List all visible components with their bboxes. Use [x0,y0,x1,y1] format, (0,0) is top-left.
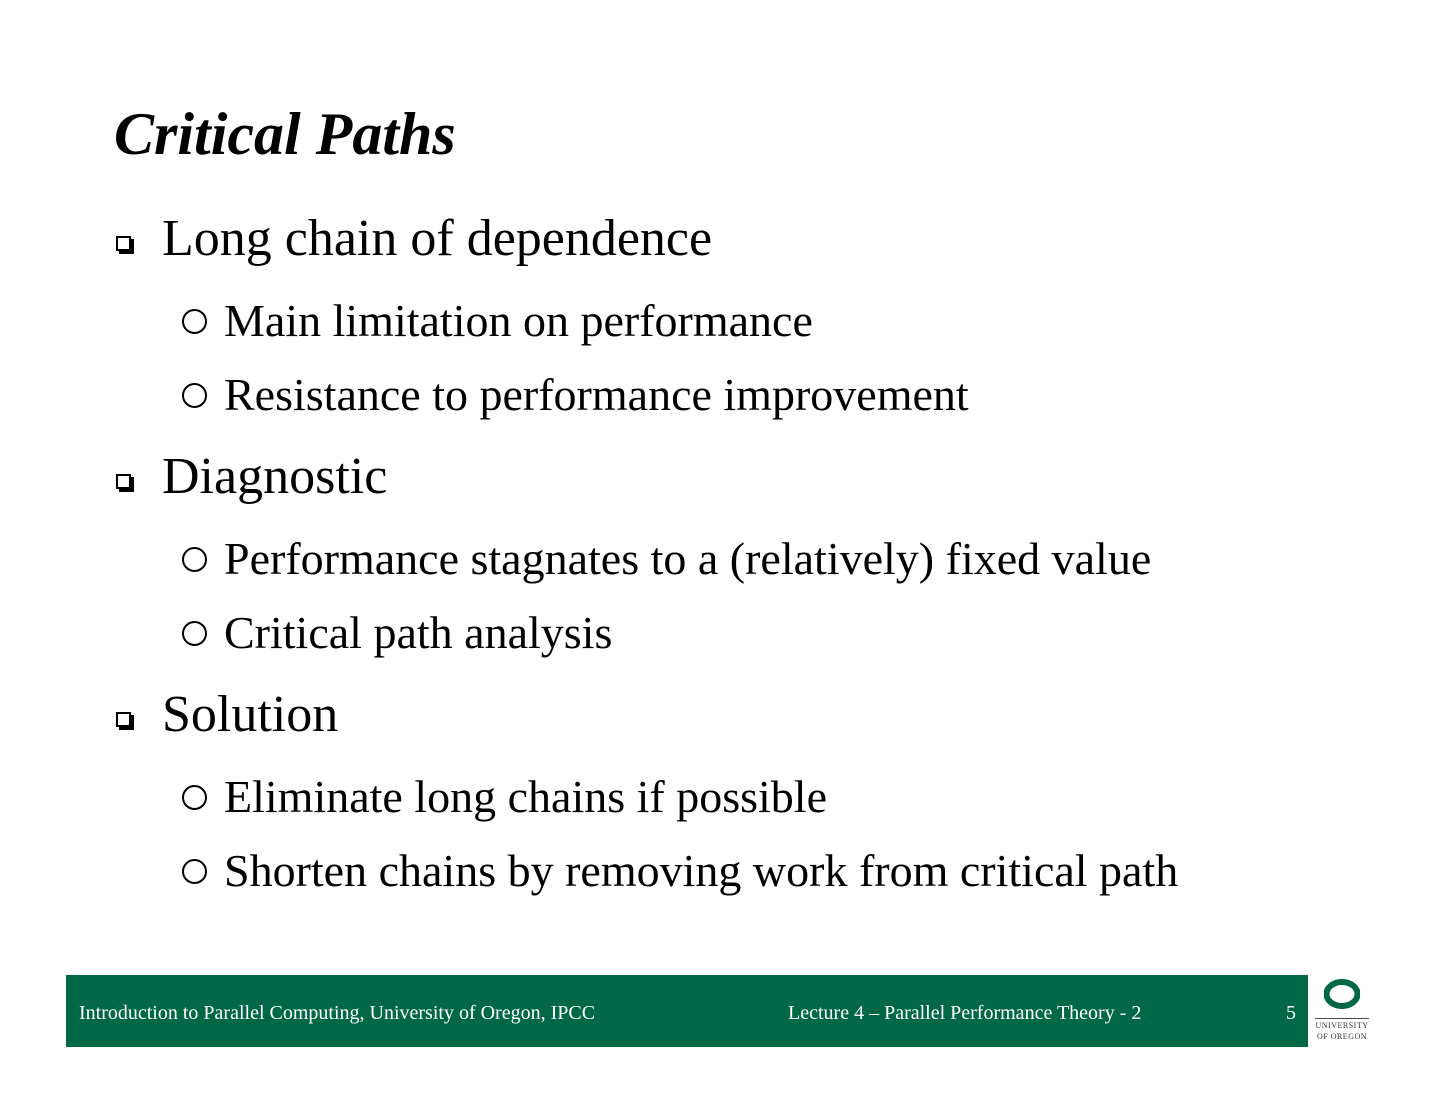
logo-text-line2: OF OREGON [1316,1032,1368,1041]
footer-bar [66,975,1308,1047]
university-logo [1312,979,1374,1045]
bullet-line [114,682,1178,748]
sub-bullet-list [114,534,1178,658]
sub-bullet-list [114,296,1178,420]
bullet-item [114,206,1178,420]
circle-bullet-icon [182,547,207,572]
university-of-oregon-o-logo-icon [1324,979,1360,1009]
sub-bullet-text: Eliminate long chains if possible [224,771,828,822]
square-bullet-icon [116,236,131,251]
sub-bullet-text: Critical path analysis [224,607,613,658]
sub-bullet-text: Performance stagnates to a (relatively) fixed value [224,533,1152,584]
bullet-line [114,444,1178,510]
logo-divider [1315,1018,1369,1019]
bullet-text: Solution [162,686,339,743]
circle-bullet-icon [182,621,207,646]
sub-bullet-item [114,296,1178,346]
bullet-text: Diagnostic [162,448,388,505]
sub-bullet-text: Resistance to performance improvement [224,369,969,420]
sub-bullet-text: Shorten chains by removing work from critical path [224,845,1179,896]
bullet-line [114,206,1178,272]
square-bullet-icon [116,712,131,727]
circle-bullet-icon [182,383,207,408]
circle-bullet-icon [182,785,207,810]
sub-bullet-item [114,534,1178,584]
footer-course: Introduction to Parallel Computing, University of Oregon, IPCC [79,1002,596,1024]
sub-bullet-item [114,846,1178,896]
footer-lecture: Lecture 4 – Parallel Performance Theory - 2 [788,1002,1142,1024]
sub-bullet-item [114,370,1178,420]
bullet-item [114,682,1178,896]
circle-bullet-icon [182,309,207,334]
sub-bullet-list [114,772,1178,896]
logo-text-line1: UNIVERSITY [1315,1021,1369,1030]
slide-title: Critical Paths [114,101,456,167]
sub-bullet-item [114,772,1178,822]
square-bullet-icon [116,474,131,489]
bullet-text: Long chain of dependence [162,210,713,267]
bullet-item [114,444,1178,658]
sub-bullet-item [114,608,1178,658]
bullet-list [114,206,1178,920]
circle-bullet-icon [182,859,207,884]
sub-bullet-text: Main limitation on performance [224,295,813,346]
footer-page-number: 5 [1286,1002,1296,1024]
